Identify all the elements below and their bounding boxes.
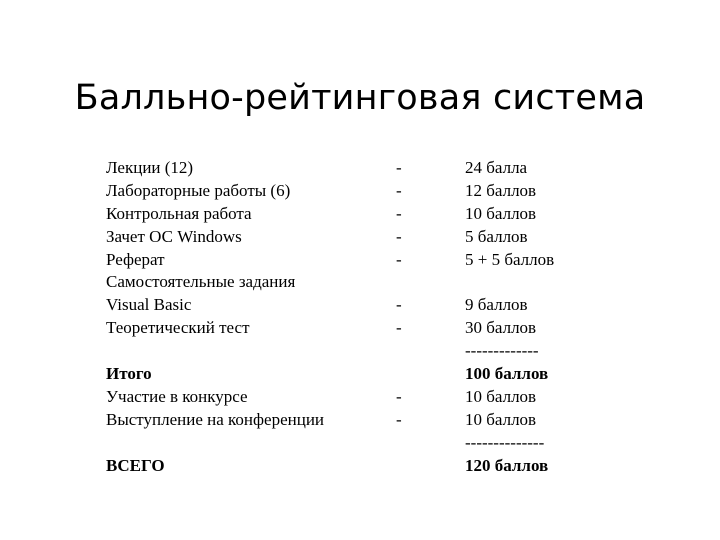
row-value: 5 + 5 баллов xyxy=(465,249,555,269)
row-label: Контрольная работа xyxy=(106,203,252,223)
row-label: Лабораторные работы (6) xyxy=(106,180,291,200)
row-label: Самостоятельные задания xyxy=(106,272,296,292)
row-dash: - xyxy=(396,180,402,200)
row-dash: - xyxy=(396,318,402,338)
row-label: Visual Basic xyxy=(106,295,192,315)
row-value: 12 баллов xyxy=(465,180,537,200)
row-label: Участие в конкурсе xyxy=(106,386,248,406)
separator-line: ------------- xyxy=(465,341,539,361)
slide-title: Балльно-рейтинговая система xyxy=(74,78,646,118)
separator-line: -------------- xyxy=(465,432,545,452)
row-dash: - xyxy=(396,295,402,315)
row-value: 9 баллов xyxy=(465,295,528,315)
row-dash: - xyxy=(396,203,402,223)
row-dash: - xyxy=(396,249,402,269)
row-value: 5 баллов xyxy=(465,226,528,246)
subtotal-value: 100 баллов xyxy=(465,364,549,384)
row-label: Лекции (12) xyxy=(106,158,194,177)
row-label: Зачет ОС Windows xyxy=(106,226,242,246)
row-dash: - xyxy=(396,409,402,429)
row-value: 10 баллов xyxy=(465,409,537,429)
total-label: ВСЕГО xyxy=(106,455,165,475)
row-dash: - xyxy=(396,386,402,406)
row-value: 30 баллов xyxy=(465,318,537,338)
row-label: Реферат xyxy=(106,249,165,269)
row-value: 10 баллов xyxy=(465,386,537,406)
row-label: Теоретический тест xyxy=(106,318,250,338)
row-label: Выступление на конференции xyxy=(106,409,325,429)
row-value: 10 баллов xyxy=(465,203,537,223)
total-value: 120 баллов xyxy=(465,455,549,475)
row-dash: - xyxy=(396,158,402,177)
subtotal-label: Итого xyxy=(106,364,152,384)
row-value: 24 балла xyxy=(465,158,528,177)
row-dash: - xyxy=(396,226,402,246)
